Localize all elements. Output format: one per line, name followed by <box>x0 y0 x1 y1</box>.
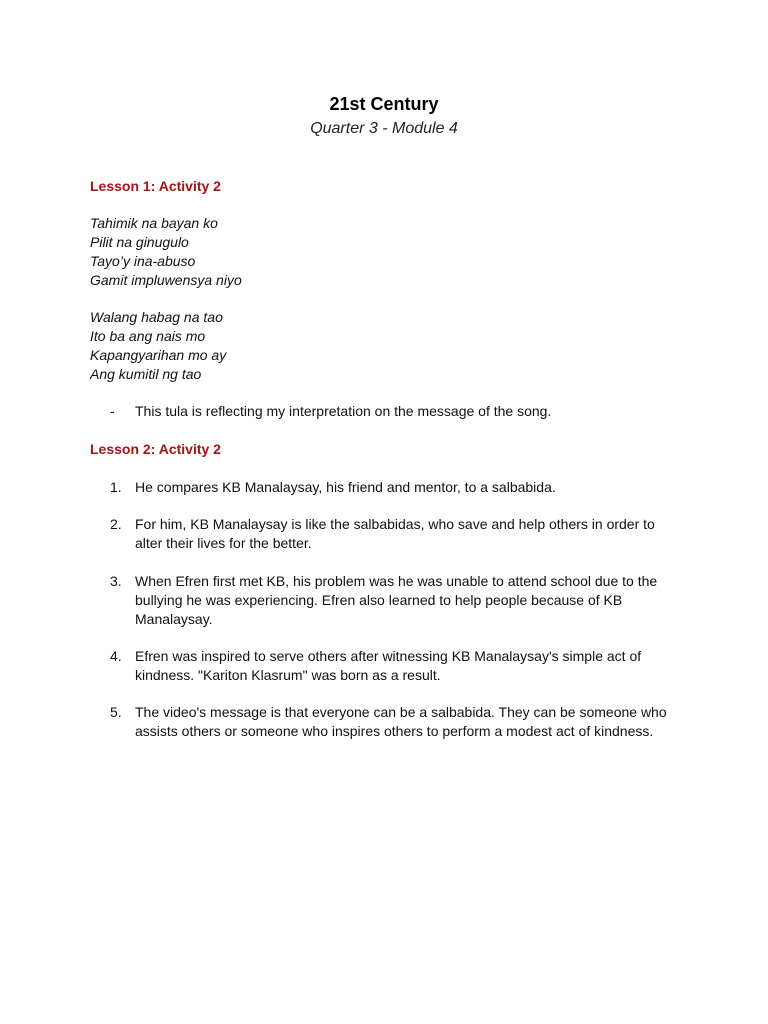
lesson-2-heading: Lesson 2: Activity 2 <box>90 441 221 457</box>
list-item-text: The video's message is that everyone can be a salbabida. They can be someone who assists others or someone who inspires others to perform a modest act of kindness. <box>135 704 667 739</box>
document-title: 21st Century <box>329 94 439 114</box>
list-item-text: Efren was inspired to serve others after witnessing KB Manalaysay's simple act of kindness. "Kariton Klasrum" was born as a result. <box>135 648 642 683</box>
poem-stanza-2 <box>90 308 690 384</box>
list-marker: 5. <box>110 704 122 720</box>
poem-line: Ang kumitil ng tao <box>90 366 202 382</box>
list-marker: 2. <box>110 516 122 532</box>
note-text: This tula is reflecting my interpretation on the message of the song. <box>135 403 552 419</box>
list-marker: 1. <box>110 479 122 495</box>
list-marker: 4. <box>110 648 122 664</box>
lesson-1-heading: Lesson 1: Activity 2 <box>90 178 221 194</box>
poem-line: Gamit impluwensya niyo <box>90 272 242 288</box>
poem-line: Ito ba ang nais mo <box>90 328 206 344</box>
document-subtitle: Quarter 3 - Module 4 <box>310 120 458 137</box>
list-item-text: When Efren first met KB, his problem was he was unable to attend school due to the bullying he was experiencing. Efren also learned to help people because of KB Manalaysay. <box>135 573 658 627</box>
list-marker: - <box>110 403 115 419</box>
poem-line: Pilit na ginugulo <box>90 234 189 250</box>
poem-stanza-1 <box>90 214 690 290</box>
poem-line: Tayo’y ina-abuso <box>90 253 196 269</box>
list-item-text: He compares KB Manalaysay, his friend and mentor, to a salbabida. <box>135 479 556 495</box>
poem-line: Walang habag na tao <box>90 309 223 325</box>
poem-line: Tahimik na bayan ko <box>90 215 218 231</box>
list-item-text: For him, KB Manalaysay is like the salbabidas, who save and help others in order to alter their lives for the better. <box>135 516 655 551</box>
list-marker: 3. <box>110 573 122 589</box>
poem-line: Kapangyarihan mo ay <box>90 347 227 363</box>
